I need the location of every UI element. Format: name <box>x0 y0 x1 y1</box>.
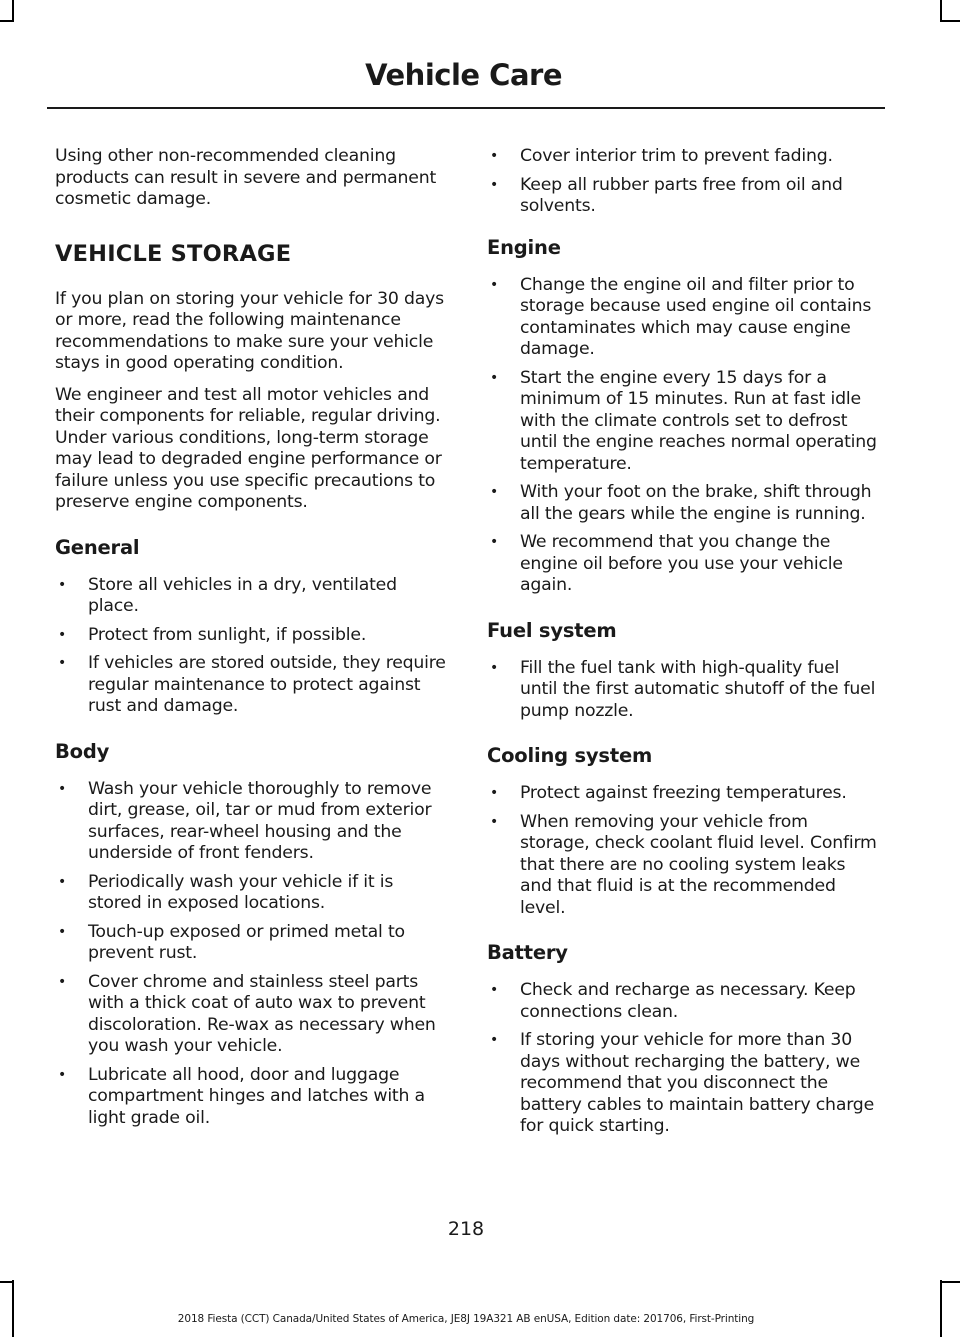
list-item <box>55 922 447 965</box>
list-item-text: We recommend that you change the engine oil before you use your vehicle again. <box>520 532 843 595</box>
list-item <box>487 175 879 218</box>
paragraph: We engineer and test all motor vehicles and their components for reliable, regular driving. Under various conditions, long-term storage may lead to degraded engine performance or failure unless you use specific precautions to preserve engine components. <box>55 384 442 512</box>
paragraph: If you plan on storing your vehicle for 30 days or more, read the following maintenance recommendations to make sure your vehicle stays in good operating condition. <box>55 288 444 373</box>
crop-mark <box>0 1281 14 1283</box>
list-item <box>55 575 447 618</box>
crop-mark <box>12 1280 14 1337</box>
engine-list <box>487 275 879 597</box>
bullet-icon: • <box>490 534 499 550</box>
crop-mark <box>940 20 960 22</box>
list-item <box>487 532 879 597</box>
body-list <box>55 779 447 1130</box>
list-item-text: Store all vehicles in a dry, ventilated place. <box>88 574 397 616</box>
list-item-text: Protect against freezing temperatures. <box>520 783 847 803</box>
list-item-text: Wash your vehicle thoroughly to remove dirt, grease, oil, tar or mud from exterior surfaces, rear-wheel housing and the underside of front fenders. <box>88 778 432 863</box>
subheading-general: General <box>55 535 140 559</box>
bullet-icon: • <box>58 576 67 593</box>
cooling-list <box>487 783 879 919</box>
crop-mark <box>0 20 14 22</box>
bullet-icon: • <box>490 1032 499 1048</box>
list-item-text: Lubricate all hood, door and luggage compartment hinges and latches with a light grade oil. <box>88 1064 425 1128</box>
crop-mark <box>940 1281 960 1283</box>
right-column <box>487 146 879 1145</box>
list-item <box>487 368 879 476</box>
list-item <box>55 972 447 1058</box>
page-title: Vehicle Care <box>365 58 562 92</box>
bullet-icon: • <box>490 148 499 164</box>
list-item <box>487 482 879 525</box>
list-item-text: Touch-up exposed or primed metal to prevent rust. <box>88 921 405 963</box>
body-list-continued <box>487 146 879 218</box>
crop-mark <box>12 0 14 22</box>
bullet-icon: • <box>58 655 67 671</box>
list-item <box>487 812 879 920</box>
list-item-text: Fill the fuel tank with high-quality fuel until the first automatic shutoff of the fuel pump nozzle. <box>520 657 876 721</box>
subheading-battery: Battery <box>487 941 568 964</box>
subheading-cooling-system: Cooling system <box>487 744 653 767</box>
edition-footer: 2018 Fiesta (CCT) Canada/United States of America, JE8J 19A321 AB enUSA, Edition date: 201706, First-Printing <box>177 1313 755 1325</box>
bullet-icon: • <box>490 369 499 386</box>
list-item <box>487 783 879 805</box>
list-item-text: Change the engine oil and filter prior to storage because used engine oil contains contaminates which may cause engine damage. <box>520 274 872 359</box>
list-item <box>55 653 447 718</box>
list-item <box>55 872 447 915</box>
left-column <box>55 146 447 1136</box>
bullet-icon: • <box>490 484 499 500</box>
bullet-icon: • <box>490 659 499 676</box>
bullet-icon: • <box>490 276 499 293</box>
fuel-list <box>487 658 879 723</box>
list-item <box>55 779 447 865</box>
list-item-text: Protect from sunlight, if possible. <box>88 624 367 645</box>
subheading-engine: Engine <box>487 235 561 259</box>
list-item <box>487 980 879 1023</box>
list-item-text: If vehicles are stored outside, they require regular maintenance to protect against rust and damage. <box>88 653 446 716</box>
bullet-icon: • <box>58 780 67 797</box>
list-item-text: Periodically wash your vehicle if it is stored in exposed locations. <box>88 871 394 913</box>
list-item-text: Start the engine every 15 days for a minimum of 15 minutes. Run at fast idle with the climate controls set to defrost until the engine reaches normal operating temperature. <box>520 367 877 474</box>
intro-paragraph: Using other non-recommended cleaning products can result in severe and permanent cosmetic damage. <box>55 146 437 209</box>
subheading-fuel-system: Fuel system <box>487 618 617 642</box>
list-item-text: When removing your vehicle from storage, check coolant fluid level. Confirm that there are no cooling system leaks and that fluid is at the recommended level. <box>520 811 877 918</box>
bullet-icon: • <box>58 626 67 643</box>
bullet-icon: • <box>58 923 67 940</box>
bullet-icon: • <box>58 1066 67 1083</box>
list-item <box>487 1030 879 1138</box>
bullet-icon: • <box>58 873 67 890</box>
header-divider <box>47 107 885 109</box>
list-item <box>487 658 879 723</box>
crop-mark <box>940 1280 942 1337</box>
bullet-icon: • <box>490 176 499 193</box>
list-item-text: Cover interior trim to prevent fading. <box>520 146 833 166</box>
list-item-text: Check and recharge as necessary. Keep connections clean. <box>520 980 856 1022</box>
battery-list <box>487 980 879 1138</box>
crop-mark <box>940 0 942 22</box>
list-item-text: Cover chrome and stainless steel parts with a thick coat of auto wax to prevent discoloration. Re-wax as necessary when you wash your vehicle. <box>88 971 436 1056</box>
list-item <box>487 275 879 361</box>
list-item-text: With your foot on the brake, shift through all the gears while the engine is running. <box>520 482 872 524</box>
bullet-icon: • <box>490 813 499 830</box>
list-item <box>55 625 447 647</box>
list-item <box>487 146 879 168</box>
section-heading: VEHICLE STORAGE <box>55 240 292 267</box>
bullet-icon: • <box>58 973 67 990</box>
list-item <box>55 1065 447 1130</box>
subheading-body: Body <box>55 739 110 763</box>
bullet-icon: • <box>490 982 499 998</box>
list-item-text: Keep all rubber parts free from oil and solvents. <box>520 174 843 216</box>
page-number: 218 <box>447 1218 485 1240</box>
list-item-text: If storing your vehicle for more than 30 days without recharging the battery, we recommend that you disconnect the battery cables to maintain battery charge for quick starting. <box>520 1030 875 1136</box>
general-list <box>55 575 447 718</box>
bullet-icon: • <box>490 785 499 801</box>
